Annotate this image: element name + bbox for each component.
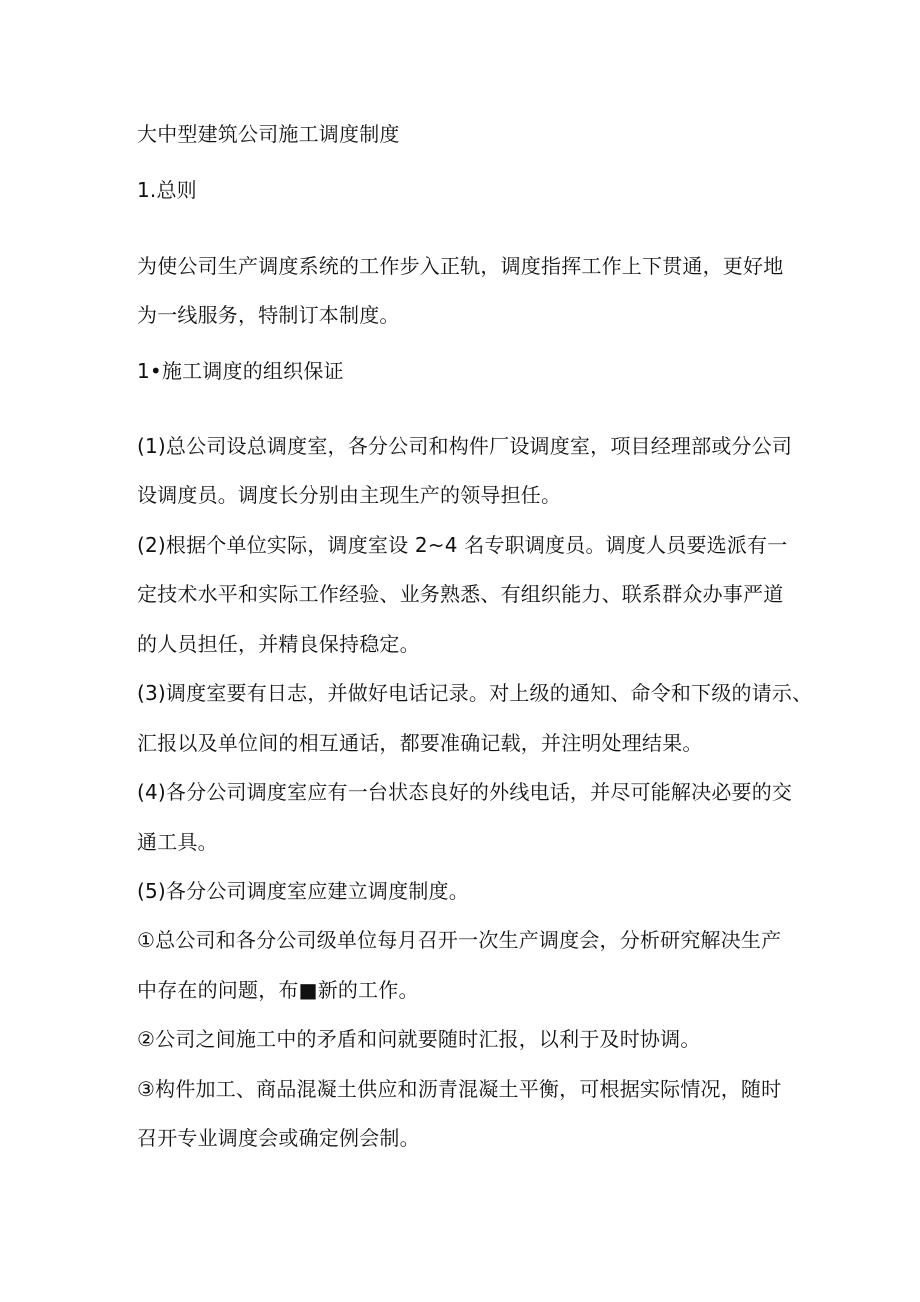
subsection-heading: 1•施工调度的组织保证 [137, 359, 344, 383]
item-line: ③构件加工、商品混凝土供应和沥青混凝土平衡，可根据实际情况，随时 [137, 1077, 782, 1101]
item-line: ①总公司和各分公司级单位每月召开一次生产调度会，分析研究解决生产 [137, 928, 782, 952]
section-heading: 1.总则 [137, 178, 197, 202]
item-line: (5)各分公司调度室应建立调度制度。 [137, 879, 469, 903]
item-line: 中存在的问题，布■新的工作。 [137, 978, 419, 1002]
document-title: 大中型建筑公司施工调度制度 [137, 122, 400, 146]
item-line: (2)根据个单位实际，调度室设 2~4 名专职调度员。调度人员要选派有一 [137, 533, 788, 557]
intro-line: 为一线服务，特制订本制度。 [137, 303, 400, 327]
item-line: 定技术水平和实际工作经验、业务熟悉、有组织能力、联系群众办事严道 [137, 582, 784, 606]
item-line: ②公司之间施工中的矛盾和问就要随时汇报，以利于及时协调。 [137, 1027, 701, 1051]
item-line: (3)调度室要有日志，并做好电话记录。对上级的通知、命令和下级的请示、 [137, 681, 813, 705]
item-line: 汇报以及单位间的相互通话，都要准确记载，并注明处理结果。 [137, 731, 703, 755]
item-line: (4)各分公司调度室应有一台状态良好的外线电话，并尽可能解决必要的交 [137, 780, 793, 804]
item-line: 召开专业调度会或确定例会制。 [137, 1126, 420, 1150]
item-line: (1)总公司设总调度室，各分公司和构件厂设调度室，项目经理部或分公司 [137, 434, 793, 458]
intro-line: 为使公司生产调度系统的工作步入正轨，调度指挥工作上下贯通，更好地 [137, 254, 784, 278]
item-line: 设调度员。调度长分别由主现生产的领导担任。 [137, 483, 562, 507]
item-line: 的人员担任，并精良保持稳定。 [137, 632, 420, 656]
item-line: 通工具。 [137, 830, 218, 854]
